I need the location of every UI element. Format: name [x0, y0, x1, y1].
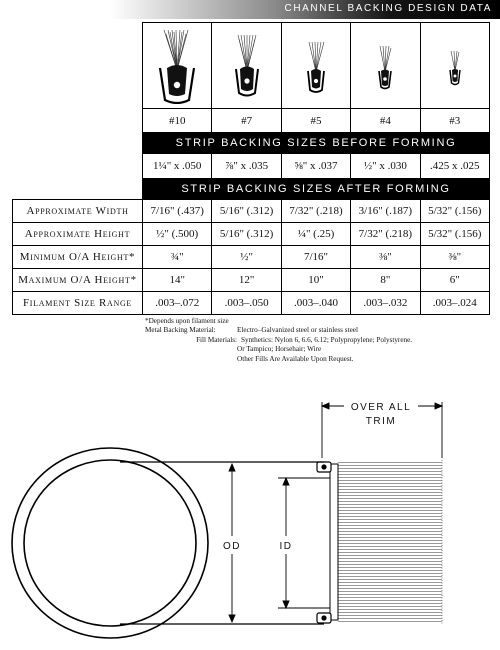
band-before-forming: STRIP BACKING SIZES BEFORE FORMING — [143, 133, 490, 154]
brush-10-illustration — [143, 23, 212, 109]
table-row — [13, 292, 490, 315]
band-after-forming: STRIP BACKING SIZES AFTER FORMING — [143, 179, 490, 200]
table-row — [13, 200, 490, 223]
note-value: Other Fills Are Available Upon Request. — [237, 354, 354, 363]
brush-illustration-row — [13, 23, 490, 109]
band-before-row — [13, 133, 490, 154]
table-cell: 7/16" — [281, 246, 350, 269]
before-forming-row — [13, 154, 490, 179]
table-cell: ¼" (.25) — [281, 223, 350, 246]
page-title: CHANNEL BACKING DESIGN DATA — [284, 3, 492, 14]
band-after-row — [13, 179, 490, 200]
row-label: Minimum O/A Height* — [13, 246, 143, 269]
od-label: OD — [223, 541, 241, 552]
note-label: Metal Backing Material: — [145, 326, 216, 335]
brush-3-illustration — [420, 23, 489, 109]
table-cell: 10" — [281, 269, 350, 292]
table-cell: .003–.024 — [420, 292, 489, 315]
table-cell: 14" — [143, 269, 212, 292]
table-cell: ¾" — [143, 246, 212, 269]
before-forming-value: ½" x .030 — [351, 154, 420, 179]
table-cell: 5/32" (.156) — [420, 223, 489, 246]
overall-label: OVER ALL — [350, 402, 412, 413]
note-value: Or Tampico; Horsehair; Wire — [237, 345, 322, 354]
id-label: ID — [279, 541, 293, 552]
before-forming-value: ⅝" x .037 — [281, 154, 350, 179]
before-forming-value: ⅞" x .035 — [212, 154, 281, 179]
clamp-tabs — [317, 462, 331, 623]
header-bar — [0, 0, 500, 19]
table-row — [13, 223, 490, 246]
table-cell: ⅜" — [351, 246, 420, 269]
table-cell: 5/32" (.156) — [420, 200, 489, 223]
table-cell: 3/16" (.187) — [351, 200, 420, 223]
table-cell: 6" — [420, 269, 489, 292]
table-cell: .003–.032 — [351, 292, 420, 315]
row-label: Approximate Width — [13, 200, 143, 223]
notes-block — [145, 317, 495, 364]
table-cell: 5/16" (.312) — [212, 223, 281, 246]
strip-brush-drawing — [0, 398, 500, 650]
row-label: Approximate Height — [13, 223, 143, 246]
table-row — [13, 269, 490, 292]
size-number: #10 — [143, 109, 212, 133]
row-label: Maximum O/A Height* — [13, 269, 143, 292]
table-row — [13, 246, 490, 269]
table-cell: 7/32" (.218) — [351, 223, 420, 246]
table-cell: 7/16" (.437) — [143, 200, 212, 223]
row-label: Filament Size Range — [13, 292, 143, 315]
before-forming-value: .425 x .025 — [420, 154, 489, 179]
size-number: #5 — [281, 109, 350, 133]
table-cell: .003–.050 — [212, 292, 281, 315]
table-cell: 12" — [212, 269, 281, 292]
footnote: *Depends upon filament size — [145, 317, 229, 325]
table-cell: .003–.040 — [281, 292, 350, 315]
table-cell: 7/32" (.218) — [281, 200, 350, 223]
note-label: Fill Materials: — [196, 335, 237, 344]
metal-backing-note — [145, 326, 495, 335]
brush-4-illustration — [351, 23, 420, 109]
table-cell: ½" — [212, 246, 281, 269]
fill-materials-note — [145, 336, 495, 345]
brush-5-illustration — [281, 23, 350, 109]
before-forming-value: 1¼" x .050 — [143, 154, 212, 179]
trim-label: TRIM — [365, 416, 397, 427]
table-cell: ½" (.500) — [143, 223, 212, 246]
tube-body — [12, 448, 324, 638]
table-cell: 5/16" (.312) — [212, 200, 281, 223]
note-value: Synthetics: Nylon 6, 6.6, 6.12; Polypropylene; Polystyrene. — [241, 335, 413, 344]
bristle-block — [330, 460, 442, 624]
brush-7-illustration — [212, 23, 281, 109]
size-number-row — [13, 109, 490, 133]
size-number: #4 — [351, 109, 420, 133]
table-cell: .003–.072 — [143, 292, 212, 315]
size-number: #3 — [420, 109, 489, 133]
spec-table — [12, 22, 490, 315]
note-value: Electro–Galvanized steel or stainless steel — [237, 326, 358, 335]
table-cell: 8" — [351, 269, 420, 292]
table-cell: ⅜" — [420, 246, 489, 269]
size-number: #7 — [212, 109, 281, 133]
